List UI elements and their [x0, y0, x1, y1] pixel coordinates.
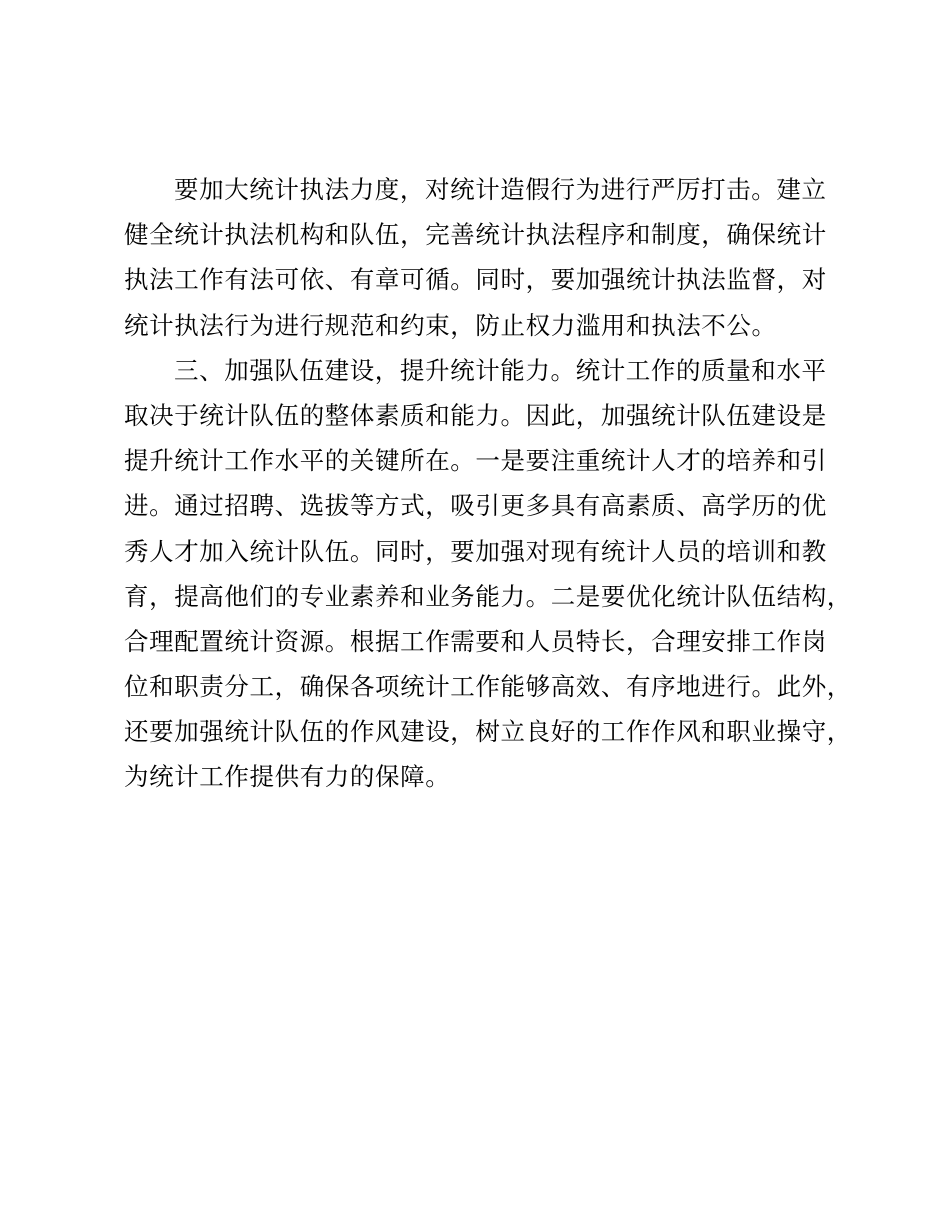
paragraph-line: 要加大统计执法力度，对统计造假行为进行严厉打击。建立 — [174, 175, 827, 204]
paragraph-line: 为统计工作提供有力的保障。 — [124, 762, 451, 792]
paragraph-line: 进。通过招聘、选拔等方式，吸引更多具有高素质、高学历的优 — [124, 491, 827, 521]
paragraph-line: 提升统计工作水平的关键所在。一是要注重统计人才的培养和引 — [124, 446, 827, 476]
paragraph-line: 健全统计执法机构和队伍，完善统计执法程序和制度，确保统计 — [124, 220, 827, 250]
paragraph-line: 还要加强统计队伍的作风建设，树立良好的工作作风和职业操守， — [124, 717, 852, 747]
paragraph-line: 统计执法行为进行规范和约束，防止权力滥用和执法不公。 — [124, 310, 777, 340]
paragraph-line: 取决于统计队伍的整体素质和能力。因此，加强统计队伍建设是 — [124, 400, 827, 430]
paragraph-line: 秀人才加入统计队伍。同时，要加强对现有统计人员的培训和教 — [124, 536, 827, 566]
paragraph-team-building — [124, 348, 864, 800]
paragraph-line: 三、加强队伍建设，提升统计能力。统计工作的质量和水平 — [174, 355, 827, 385]
paragraph-line: 位和职责分工，确保各项统计工作能够高效、有序地进行。此外， — [124, 672, 852, 702]
paragraph-line: 执法工作有法可依、有章可循。同时，要加强统计执法监督，对 — [124, 265, 827, 295]
document-body — [124, 167, 864, 800]
paragraph-law-enforcement — [124, 167, 864, 348]
paragraph-line: 育，提高他们的专业素养和业务能力。二是要优化统计队伍结构， — [124, 581, 852, 611]
paragraph-line: 合理配置统计资源。根据工作需要和人员特长，合理安排工作岗 — [124, 626, 827, 656]
